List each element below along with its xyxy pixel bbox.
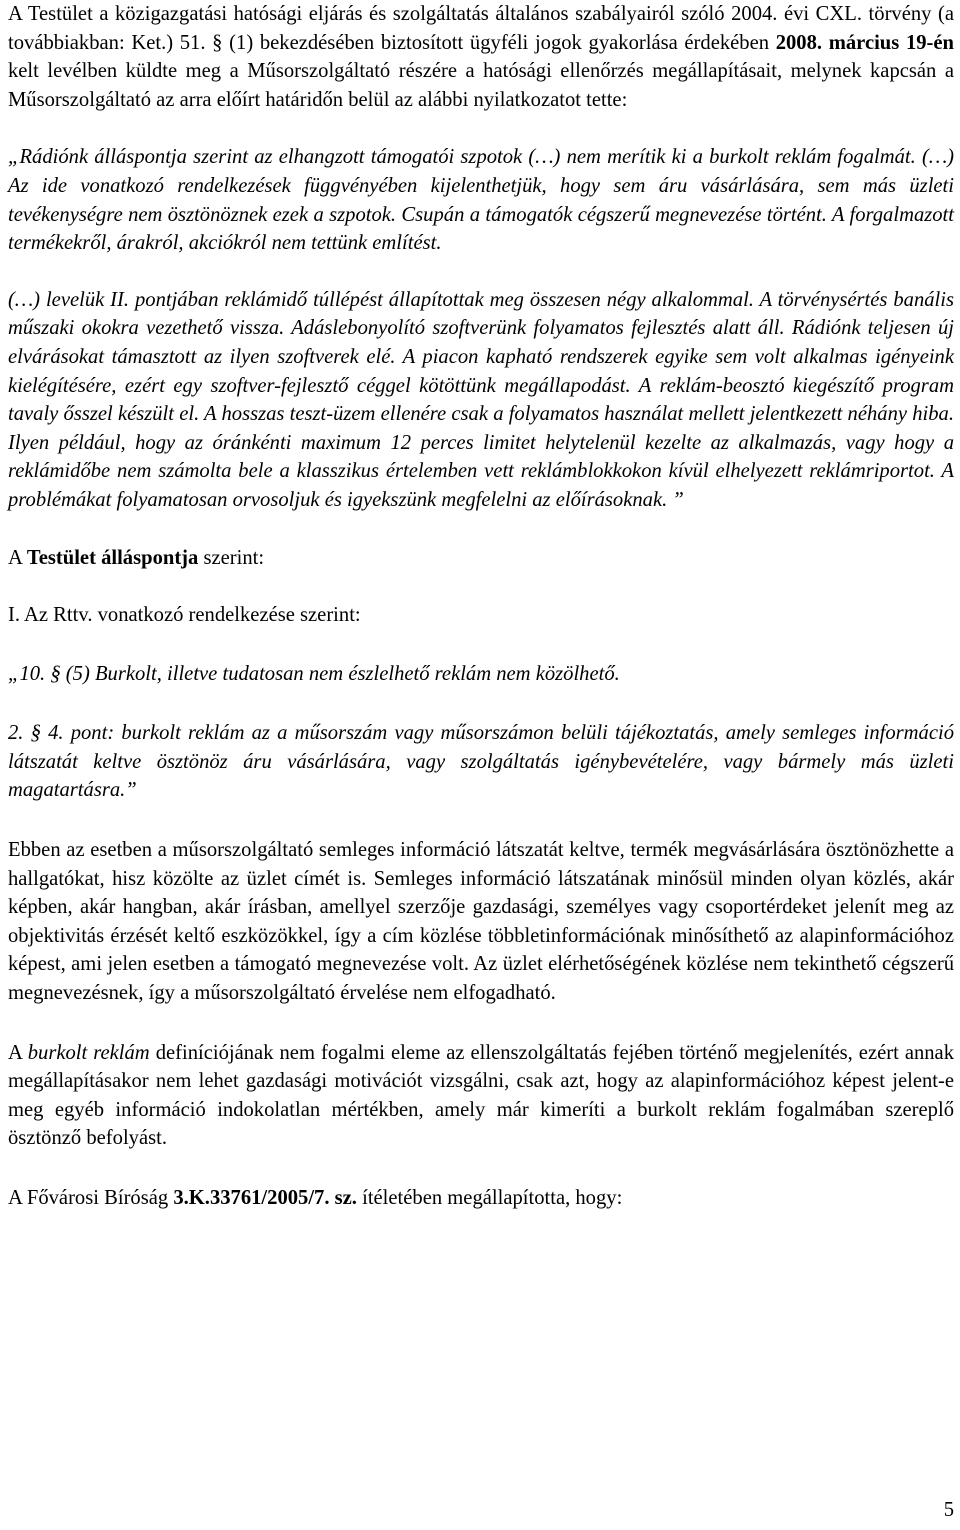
board-heading-suffix: szerint: xyxy=(198,546,265,569)
law-quote-2 xyxy=(8,719,954,805)
page-number: 5 xyxy=(943,1499,954,1521)
definition-term: burkolt reklám xyxy=(27,1041,150,1064)
letter-date: 2008. március 19-én xyxy=(775,31,954,54)
quoted-statement-2 xyxy=(8,286,954,515)
court-suffix: ítéletében megállapította, hogy: xyxy=(356,1187,623,1209)
quoted-statement-1 xyxy=(8,143,954,257)
definition-text: definíciójának nem fogalmi eleme az ellenszolgáltatás fejében történő megjelenítés, ezért annak megállapításakor nem lehet gazdasági motivációt vizsgálni, csak azt, hogy az alapinformációhoz képest jelent-e meg egyéb információ indokolatlan mértékben, amely már kimeríti a burkolt reklám fogalmában szereplő ösztönző befolyást. xyxy=(8,1041,954,1150)
quoted-statement-1-text: „Rádiónk álláspontja szerint az elhangzott támogatói szpotok (…) nem merítik ki a burkolt reklám fogalmát. (…) Az ide vonatkozó rendelkezések függvényében kijelenthetjük, hogy sem áru vásárlására, sem más üzleti tevékenységre nem ösztönöznek ezek a szpotok. Csupán a támogatók cégszerű megnevezése történt. A forgalmazott termékekről, árakról, akciókról nem tettünk említést. xyxy=(8,146,954,255)
court-paragraph xyxy=(8,1184,954,1213)
court-prefix: A Fővárosi Bíróság xyxy=(8,1187,174,1209)
board-heading-bold: Testület álláspontja xyxy=(26,546,199,569)
law-quote-1 xyxy=(8,660,954,689)
intro-text-start: A Testület a közigazgatási hatósági eljárás és szolgáltatás általános szabályairól szóló 2004. évi CXL. törvény (a továbbiakban: Ket.) 51. § (1) bekezdésében biztosított ügyféli jogok gyakorlása érdekében xyxy=(8,3,954,54)
board-position-heading xyxy=(8,544,954,573)
definition-prefix: A xyxy=(8,1041,28,1064)
board-heading-prefix: A xyxy=(8,546,27,569)
quoted-statement-2-text: (…) levelük II. pontjában reklámidő túllépést állapítottak meg összesen négy alkalommal. A törvénysértés banális műszaki okokra vezethető vissza. Adáslebonyolító szoftverünk folyamatos fejlesztés alatt áll. Rádiónk teljesen új elvárásokat támasztott az ilyen szoftverek elé. A piacon kapható rendszerek egyike sem volt alkalmas igényeink kielégítésére, ezért egy szoftver-fejlesztő céggel kötöttünk megállapodást. A reklám-beosztó kiegészítő program tavaly ősszel készült el. A hosszas teszt-üzem ellenére csak a folyamatos használat mellett jelentkezett néhány hiba. Ilyen például, hogy az óránkénti maximum 12 perces limitet helytelenül kezelte az alkalmazás, vagy hogy a reklámidőbe nem számolta bele a klasszikus értelemben vett reklámblokkokon kívül elhelyezett reklámriportot. A problémákat folyamatosan orvosoljuk és igyekszünk megfelelni az előírásoknak. ” xyxy=(8,288,954,511)
intro-text-end: kelt levélben küldte meg a Műsorszolgáltató részére a hatósági ellenőrzés megállapításait, melynek kapcsán a Műsorszolgáltató az arra előírt határidőn belül az alábbi nyilatkozatot tette: xyxy=(8,60,954,111)
court-case-number: 3.K.33761/2005/7. sz. xyxy=(173,1187,357,1209)
law-quote-2-text: 2. § 4. pont: burkolt reklám az a műsorszám vagy műsorszámon belüli tájékoztatás, amely semleges információ látszatát keltve ösztönöz áru vásárlására, vagy szolgáltatás igénybevételére, vagy bármely más üzleti magatartásra.” xyxy=(8,722,954,802)
analysis-paragraph: Ebben az esetben a műsorszolgáltató semleges információ látszatát keltve, termék megvásárlására ösztönözhette a hallgatókat, hisz közölte az üzlet címét is. Semleges információ látszatának minősül minden olyan közlés, akár képben, akár hangban, akár írásban, amellyel szerzője gazdasági, személyes vagy csoportérdeket jelenít meg az objektivitás érzését keltő eszközökkel, így a cím közlése többletinformációnak minősíthető az alapinformációhoz képest, ami jelen esetben a támogató megnevezése volt. Az üzlet elérhetőségének közlése nem tekinthető cégszerű megnevezésnek, így a műsorszolgáltató érvelése nem elfogadható. xyxy=(8,839,954,1005)
document-page xyxy=(8,0,954,1213)
rttv-heading: I. Az Rttv. vonatkozó rendelkezése szerint: xyxy=(8,604,361,627)
intro-paragraph xyxy=(8,0,954,114)
law-quote-1-text: „10. § (5) Burkolt, illetve tudatosan nem észlelhető reklám nem közölhető. xyxy=(8,662,620,685)
definition-paragraph xyxy=(8,1039,954,1153)
